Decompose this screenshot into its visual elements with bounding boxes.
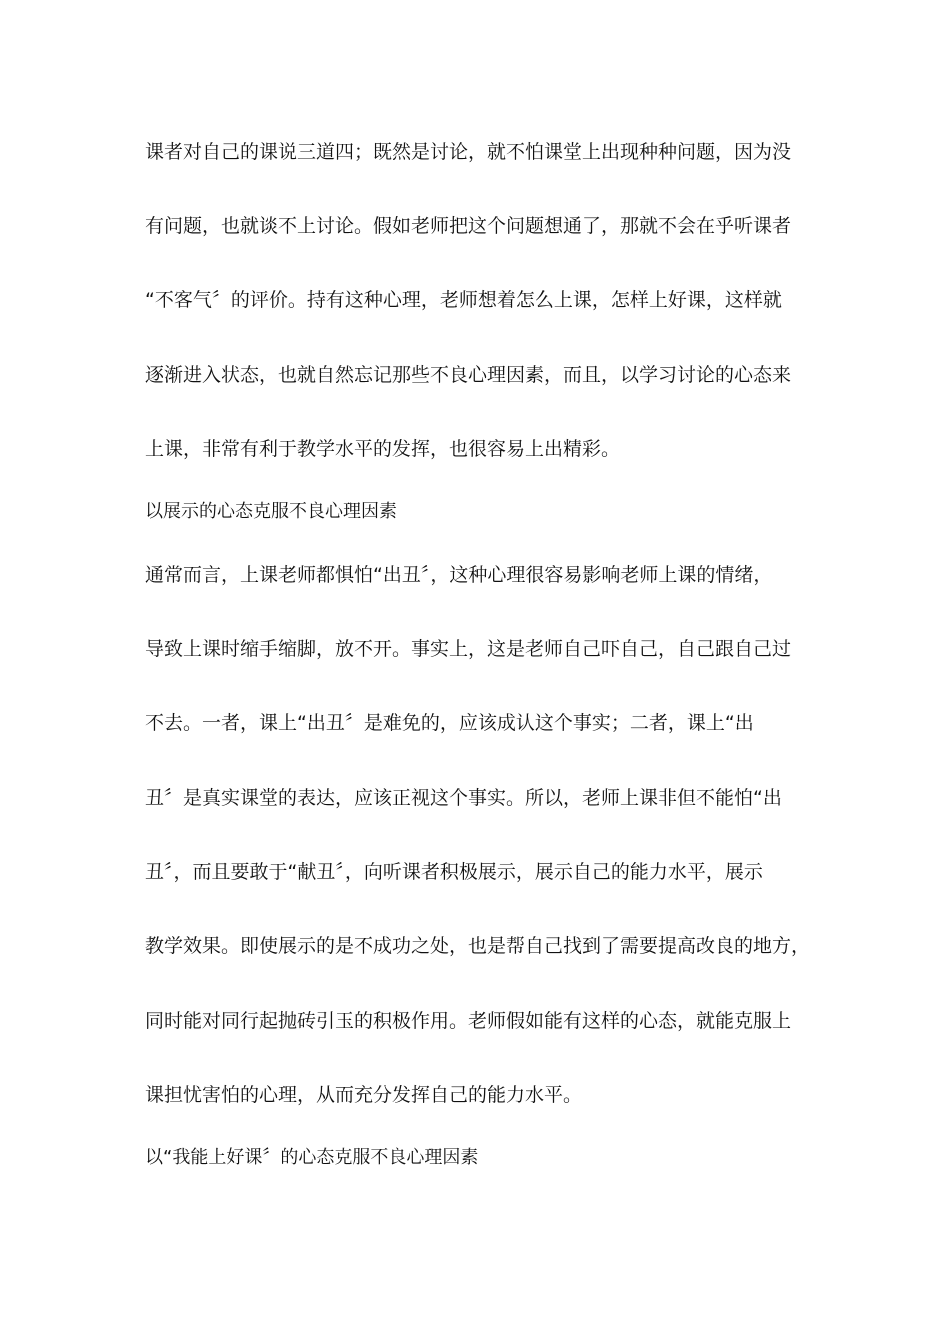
paragraph-line: 导致上课时缩手缩脚，放不开。事实上，这是老师自己吓自己，自己跟自己过 [145, 638, 792, 660]
paragraph-line: 逐渐进入状态，也就自然忘记那些不良心理因素，而且，以学习讨论的心态来 [145, 364, 792, 386]
paragraph-line: 课担忧害怕的心理，从而充分发挥自己的能力水平。 [145, 1084, 583, 1106]
paragraph-line: 通常而言，上课老师都惧怕“出丑〞，这种心理很容易影响老师上课的情绪， [145, 564, 773, 586]
paragraph-line: 不去。一者，课上“出丑〞是难免的，应该成认这个事实；二者，课上“出 [145, 712, 754, 734]
paragraph-line: 上课，非常有利于教学水平的发挥，也很容易上出精彩。 [145, 438, 621, 460]
paragraph-line: 丑〞，而且要敢于“献丑〞，向听课者积极展示，展示自己的能力水平，展示 [145, 861, 763, 883]
paragraph-line: 丑〞是真实课堂的表达，应该正视这个事实。所以，老师上课非但不能怕“出 [145, 787, 782, 809]
paragraph-line: 有问题，也就谈不上讨论。假如老师把这个问题想通了，那就不会在乎听课者 [145, 215, 792, 237]
paragraph-line: 同时能对同行起抛砖引玉的积极作用。老师假如能有这样的心态，就能克服上 [145, 1010, 792, 1032]
section-heading: 以“我能上好课〞的心态克服不良心理因素 [145, 1147, 479, 1168]
paragraph-line: 教学效果。即使展示的是不成功之处，也是帮自己找到了需要提高改良的地方， [145, 935, 811, 957]
paragraph-line: “不客气〞的评价。持有这种心理，老师想着怎么上课，怎样上好课，这样就 [145, 289, 782, 311]
section-heading: 以展示的心态克服不良心理因素 [145, 501, 397, 522]
paragraph-line: 课者对自己的课说三道四；既然是讨论，就不怕课堂上出现种种问题，因为没 [145, 141, 792, 163]
